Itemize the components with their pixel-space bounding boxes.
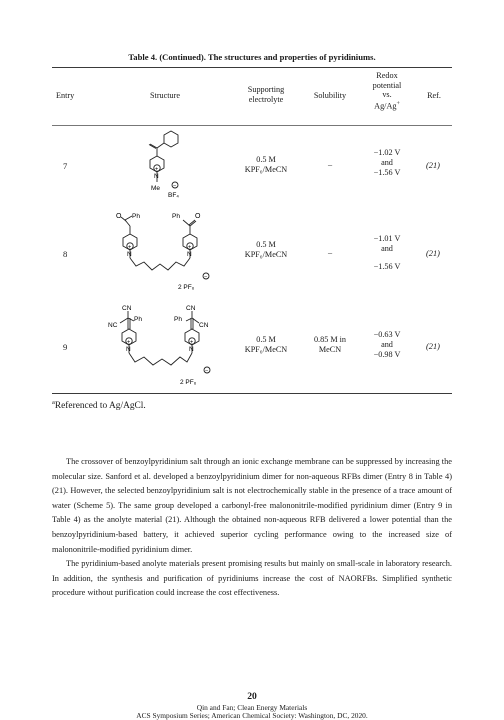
svg-text:NC: NC [108, 322, 118, 329]
solubility-entry-9: 0.85 M in MeCN [313, 335, 347, 355]
svg-text:2 PF₆: 2 PF₆ [178, 284, 195, 291]
header-ref: Ref. [427, 91, 441, 100]
svg-text:Me: Me [151, 185, 161, 192]
redox-entry-9: −0.63 V and −0.98 V [373, 330, 401, 360]
svg-text:Ph: Ph [172, 213, 180, 220]
phenyl-ring [164, 131, 178, 147]
footer-series: ACS Symposium Series; American Chemical Society: Washington, DC, 2020. [136, 711, 368, 720]
svg-text:N: N [127, 251, 132, 258]
svg-text:Ph: Ph [134, 316, 142, 323]
svg-text:+: + [190, 339, 194, 346]
svg-text:N: N [189, 346, 194, 353]
redox-entry-7: −1.02 V and −1.56 V [373, 148, 401, 178]
ref-entry-9: (21) [426, 342, 440, 351]
structure-entry-8 [110, 206, 220, 296]
footer-authors: Qin and Fan; Clean Energy Materials [196, 703, 308, 712]
svg-text:+: + [127, 339, 131, 346]
header-redox-potential: Redox potential vs. Ag/Ag+ [372, 71, 402, 111]
table-bottom-rule [52, 393, 452, 394]
ref-entry-8: (21) [426, 249, 440, 258]
redox-entry-8: −1.01 V and −1.56 V [373, 234, 401, 272]
svg-text:CN: CN [186, 305, 196, 312]
electrolyte-entry-7: 0.5 M KPF₆/MeCN [244, 155, 288, 175]
table-caption: Table 4. (Continued). The structures and properties of pyridiniums. [128, 52, 376, 62]
solubility-entry-7: – [327, 160, 333, 169]
solubility-entry-8: – [327, 248, 333, 257]
svg-text:Ph: Ph [132, 213, 140, 220]
page-number: 20 [247, 691, 257, 702]
svg-text:N: N [187, 251, 192, 258]
table-header-rule [52, 125, 452, 126]
svg-text:O: O [195, 213, 201, 220]
entry-8: 8 [63, 249, 68, 259]
header-entry: Entry [56, 91, 75, 100]
svg-text:−: − [205, 368, 209, 374]
electrolyte-entry-8: 0.5 M KPF₆/MeCN [244, 240, 288, 260]
body-paragraph-2: The pyridinium-based anolyte materials present promising results but mainly on small-scale in laboratory research. In addition, the synthesis and purification of pyridiniums increase the cost of NAORFBs. Simplified synthetic procedure without purification could increase the cost effectiveness. [52, 559, 452, 598]
structure-entry-9 [104, 301, 224, 393]
svg-text:−: − [204, 274, 208, 280]
table-footnote: $^a$Referenced to Ag/AgCl. [52, 399, 146, 412]
svg-text:N: N [126, 346, 131, 353]
header-electrolyte: Supporting electrolyte [247, 85, 285, 104]
svg-text:+: + [155, 166, 159, 173]
body-paragraph-1: The crossover of benzoylpyridinium salt through an ionic exchange membrane can be suppressed by increasing the molecular size. Sanford et al. developed a benzoylpyridinium dimer for non-aqueous RFBs dimer (Entry 8 in Table 4) (21). However, the selected benzoylpyridinium salt is not electrochemically stable in the presence of a trace amount of water (Scheme 5). The same group developed a carbonyl-free malononitrile-modified pyridinium dimer (Entry 9 in Table 4) as the anolyte material (21). Although the obtained non-aqueous RFB delivered a lower potential than the benzoylpyridinium-based battery, it achieved superior cycling performance owing to the increased size of malononitrile-modified pyridinium dimer. [52, 457, 452, 554]
svg-text:+: + [188, 244, 192, 251]
electrolyte-entry-9: 0.5 M KPF₆/MeCN [244, 335, 288, 355]
svg-text:O: O [116, 213, 122, 220]
svg-text:Ph: Ph [174, 316, 182, 323]
svg-text:2 PF₆: 2 PF₆ [180, 379, 197, 386]
svg-text:CN: CN [199, 322, 209, 329]
structure-entry-7 [135, 126, 195, 206]
svg-text:−: − [173, 183, 177, 189]
svg-text:CN: CN [122, 305, 132, 312]
svg-text:+: + [128, 244, 132, 251]
ref-entry-7: (21) [426, 161, 440, 170]
svg-text:BF₄: BF₄ [168, 192, 179, 199]
header-structure: Structure [149, 91, 180, 100]
entry-7: 7 [63, 161, 68, 171]
table-top-rule [52, 67, 452, 68]
entry-9: 9 [63, 342, 68, 352]
header-solubility: Solubility [313, 91, 347, 100]
svg-text:N: N [154, 173, 159, 180]
